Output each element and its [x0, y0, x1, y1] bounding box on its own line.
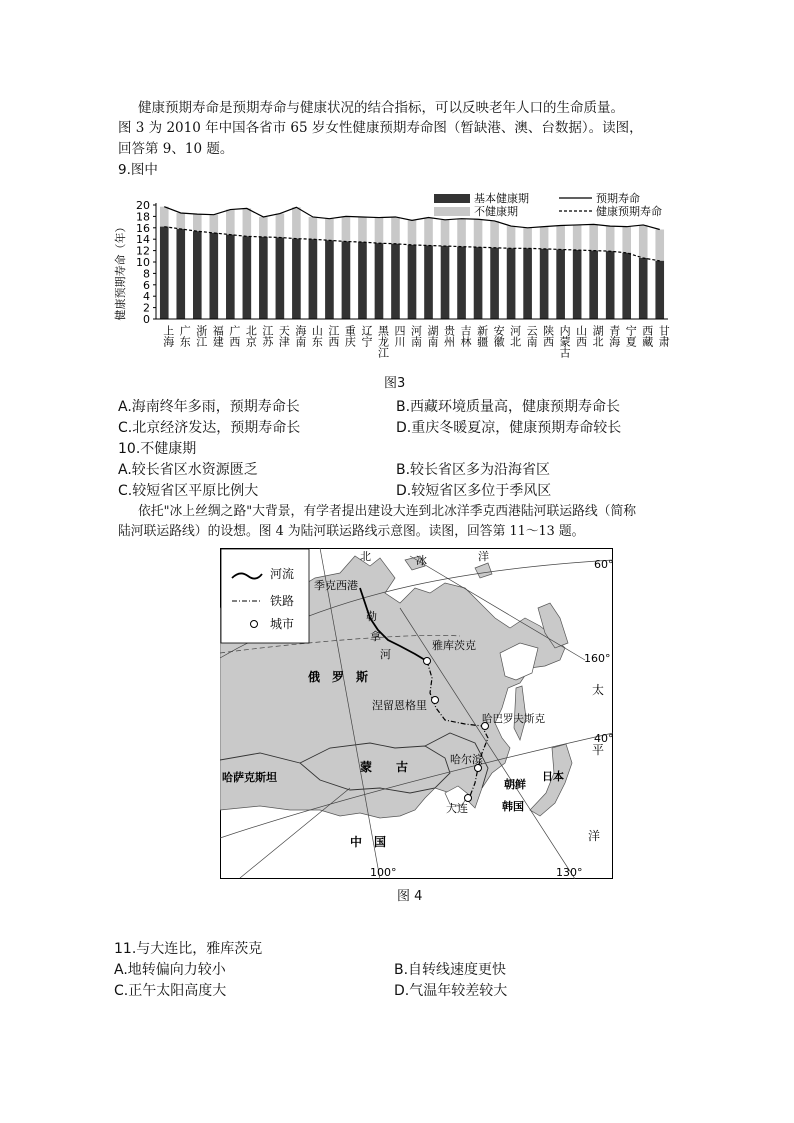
x-tick-label: 重庆	[343, 325, 357, 347]
label-skorea: 韩国	[502, 800, 524, 813]
y-tick-label: 18	[136, 210, 150, 224]
bar-basic	[226, 235, 235, 319]
x-tick-label: 广东	[178, 325, 192, 347]
y-tick-label: 6	[143, 278, 150, 292]
label-arctic-3: 洋	[478, 550, 489, 563]
intro1-line1: 健康预期寿命是预期寿命与健康状况的结合指标，可以反映老年人口的生命质量。	[138, 100, 624, 116]
x-tick-label: 河北	[508, 325, 522, 347]
bar-basic	[507, 248, 516, 319]
bar-basic	[309, 239, 318, 319]
y-tick-label: 12	[136, 244, 150, 258]
x-tick-label: 天津	[277, 325, 291, 347]
label-russia: 俄 罗 斯	[308, 670, 369, 684]
bar-basic	[408, 245, 417, 319]
x-tick-label: 黑龙江	[376, 325, 390, 358]
label-dalian: 大连	[446, 802, 468, 815]
bar-basic	[193, 231, 202, 319]
x-tick-label: 青海	[607, 325, 621, 347]
q10-option-b[interactable]: B.较长省区多为沿海省区	[396, 462, 551, 478]
fig3-caption: 图3	[384, 376, 406, 391]
label-lon130: 130°	[556, 866, 583, 879]
label-yakutsk: 雅库茨克	[432, 639, 476, 652]
x-tick-label: 新疆	[475, 325, 489, 347]
legend-river-label: 河流	[270, 567, 295, 581]
bar-basic	[589, 251, 598, 319]
bar-basic	[292, 239, 301, 319]
legend-basic-label: 基本健康期	[474, 192, 529, 205]
bar-basic	[639, 258, 648, 319]
x-tick-label: 安徽	[492, 325, 506, 347]
bar-basic	[573, 250, 582, 319]
q10-option-d[interactable]: D.较短省区多位于季风区	[396, 483, 552, 499]
bar-basic	[259, 237, 268, 319]
x-tick-label: 四川	[392, 325, 406, 347]
legend-life-label: 预期寿命	[596, 192, 640, 205]
fig4-map	[220, 548, 613, 879]
bar-basic	[160, 227, 169, 319]
q11-option-b[interactable]: B.自转线速度更快	[394, 962, 507, 978]
x-tick-label: 河南	[409, 325, 423, 347]
city-yakutsk	[424, 658, 431, 665]
bar-basic	[540, 249, 549, 319]
label-lena-1: 勒	[366, 610, 377, 623]
q9-stem: 9.图中	[118, 162, 158, 178]
legend-unhealthy-label: 不健康期	[474, 205, 518, 218]
label-khabarovsk: 哈巴罗夫斯克	[482, 713, 545, 725]
y-tick-label: 4	[143, 290, 150, 304]
label-lat40: 40°	[594, 732, 613, 745]
x-tick-label: 辽宁	[359, 325, 373, 347]
bar-basic	[606, 251, 615, 319]
x-tick-label: 浙江	[194, 325, 208, 347]
intro2-line2: 陆河联运路线）的设想。图 4 为陆河联运路线示意图。读图，回答第 11～13 题。	[118, 524, 585, 539]
intro1-line3: 回答第 9、10 题。	[118, 141, 234, 157]
x-tick-label: 湖北	[591, 325, 605, 347]
q10-stem: 10.不健康期	[118, 441, 197, 457]
label-china: 中 国	[350, 835, 387, 849]
x-tick-label: 江苏	[260, 325, 274, 347]
bar-basic	[375, 243, 384, 319]
y-tick-label: 20	[136, 199, 150, 212]
bar-basic	[342, 241, 351, 319]
x-tick-label: 内蒙古	[558, 325, 572, 358]
chart-legend	[434, 191, 662, 218]
legend-rail-label: 铁路	[270, 594, 295, 608]
y-tick-label: 16	[136, 221, 150, 235]
bar-basic	[358, 242, 367, 319]
q9-option-d[interactable]: D.重庆冬暖夏凉，健康预期寿命较长	[396, 420, 622, 436]
x-tick-label: 山西	[574, 325, 588, 347]
label-lat60: 60°	[594, 558, 613, 571]
x-tick-label: 宁夏	[624, 325, 638, 347]
y-tick-label: 10	[136, 256, 150, 269]
label-nerungri: 涅留恩格里	[372, 699, 427, 712]
bar-basic	[523, 248, 532, 319]
q10-option-a[interactable]: A.较长省区水资源匮乏	[118, 462, 258, 478]
q11-option-d[interactable]: D.气温年较差较大	[394, 983, 508, 999]
label-pacific-2: 平	[592, 743, 605, 757]
y-tick-label: 2	[143, 301, 150, 315]
fig4-caption: 图 4	[397, 889, 423, 904]
label-lon160: 160°	[584, 652, 611, 665]
label-tiksi: 季克西港	[314, 579, 358, 592]
label-pacific-1: 太	[592, 683, 605, 697]
legend-city-label: 城市	[270, 617, 295, 631]
city-dalian	[465, 795, 472, 802]
bar-basic	[243, 236, 252, 319]
city-nerungri	[432, 697, 439, 704]
label-harbin: 哈尔滨	[450, 753, 483, 766]
q9-option-a[interactable]: A.海南终年多雨，预期寿命长	[118, 399, 300, 415]
x-tick-label: 贵州	[442, 325, 456, 347]
x-tick-label: 湖南	[426, 325, 440, 347]
label-lena-3: 河	[380, 648, 391, 661]
x-tick-label: 甘肃	[657, 325, 671, 347]
legend-healthy-label: 健康预期寿命	[596, 205, 662, 218]
label-japan: 日本	[542, 770, 564, 783]
bar-basic	[457, 247, 466, 319]
bar-basic	[276, 237, 285, 319]
label-lena-2: 拿	[370, 630, 381, 643]
x-tick-label: 西藏	[640, 325, 654, 347]
label-lon100: 100°	[370, 866, 397, 879]
legend-city-swatch	[251, 621, 258, 628]
q9-option-b[interactable]: B.西藏环境质量高，健康预期寿命长	[396, 399, 621, 415]
x-tick-label: 陕西	[541, 325, 555, 347]
x-tick-label: 广西	[227, 325, 241, 347]
chart-bars	[160, 207, 664, 319]
y-tick-label: 0	[143, 313, 150, 326]
x-tick-label: 江西	[326, 325, 340, 347]
label-arctic-1: 北	[360, 550, 371, 563]
x-tick-label: 北京	[244, 325, 258, 347]
legend-basic-swatch	[434, 194, 470, 203]
y-tick-label: 14	[136, 233, 150, 247]
label-arctic-2: 冰	[416, 554, 427, 567]
bar-basic	[490, 248, 499, 319]
x-tick-label: 福建	[211, 325, 225, 347]
bar-basic	[655, 261, 664, 319]
x-tick-label: 山东	[310, 325, 324, 347]
legend-unhealthy-swatch	[434, 207, 470, 216]
bar-basic	[176, 229, 185, 319]
map-legend-box	[221, 549, 309, 643]
fig3-chart	[112, 183, 672, 363]
bar-basic	[556, 249, 565, 319]
bar-basic	[391, 244, 400, 319]
label-kazakhstan: 哈萨克斯坦	[222, 771, 277, 784]
chart-ylabel: 健康预期寿命（年）	[114, 221, 127, 321]
bar-basic	[441, 246, 450, 319]
q11-option-c[interactable]: C.正午太阳高度大	[114, 983, 227, 999]
x-tick-label: 海南	[293, 325, 307, 347]
bar-basic	[210, 233, 219, 319]
q10-option-c[interactable]: C.较短省区平原比例大	[118, 483, 259, 499]
bar-basic	[622, 253, 631, 319]
x-tick-label: 上海	[161, 325, 175, 347]
label-pacific-3: 洋	[588, 829, 601, 843]
q9-option-c[interactable]: C.北京经济发达，预期寿命长	[118, 420, 301, 436]
intro2-line1: 依托"冰上丝绸之路"大背景，有学者提出建设大连到北冰洋季克西港陆河联运路线（简称	[138, 504, 637, 519]
bar-basic	[474, 247, 483, 319]
q11-stem: 11.与大连比，雅库茨克	[114, 941, 263, 957]
x-tick-label: 云南	[525, 325, 539, 347]
intro1-line2: 图 3 为 2010 年中国各省市 65 岁女性健康预期寿命图（暂缺港、澳、台数据）。读图，	[118, 120, 643, 136]
label-nkorea: 朝鲜	[504, 778, 526, 791]
x-tick-label: 吉林	[459, 325, 473, 347]
y-tick-label: 8	[143, 267, 150, 281]
bar-basic	[325, 240, 334, 319]
label-mongolia: 蒙 古	[360, 760, 409, 774]
q11-option-a[interactable]: A.地转偏向力较小	[114, 962, 226, 978]
bar-basic	[424, 245, 433, 319]
